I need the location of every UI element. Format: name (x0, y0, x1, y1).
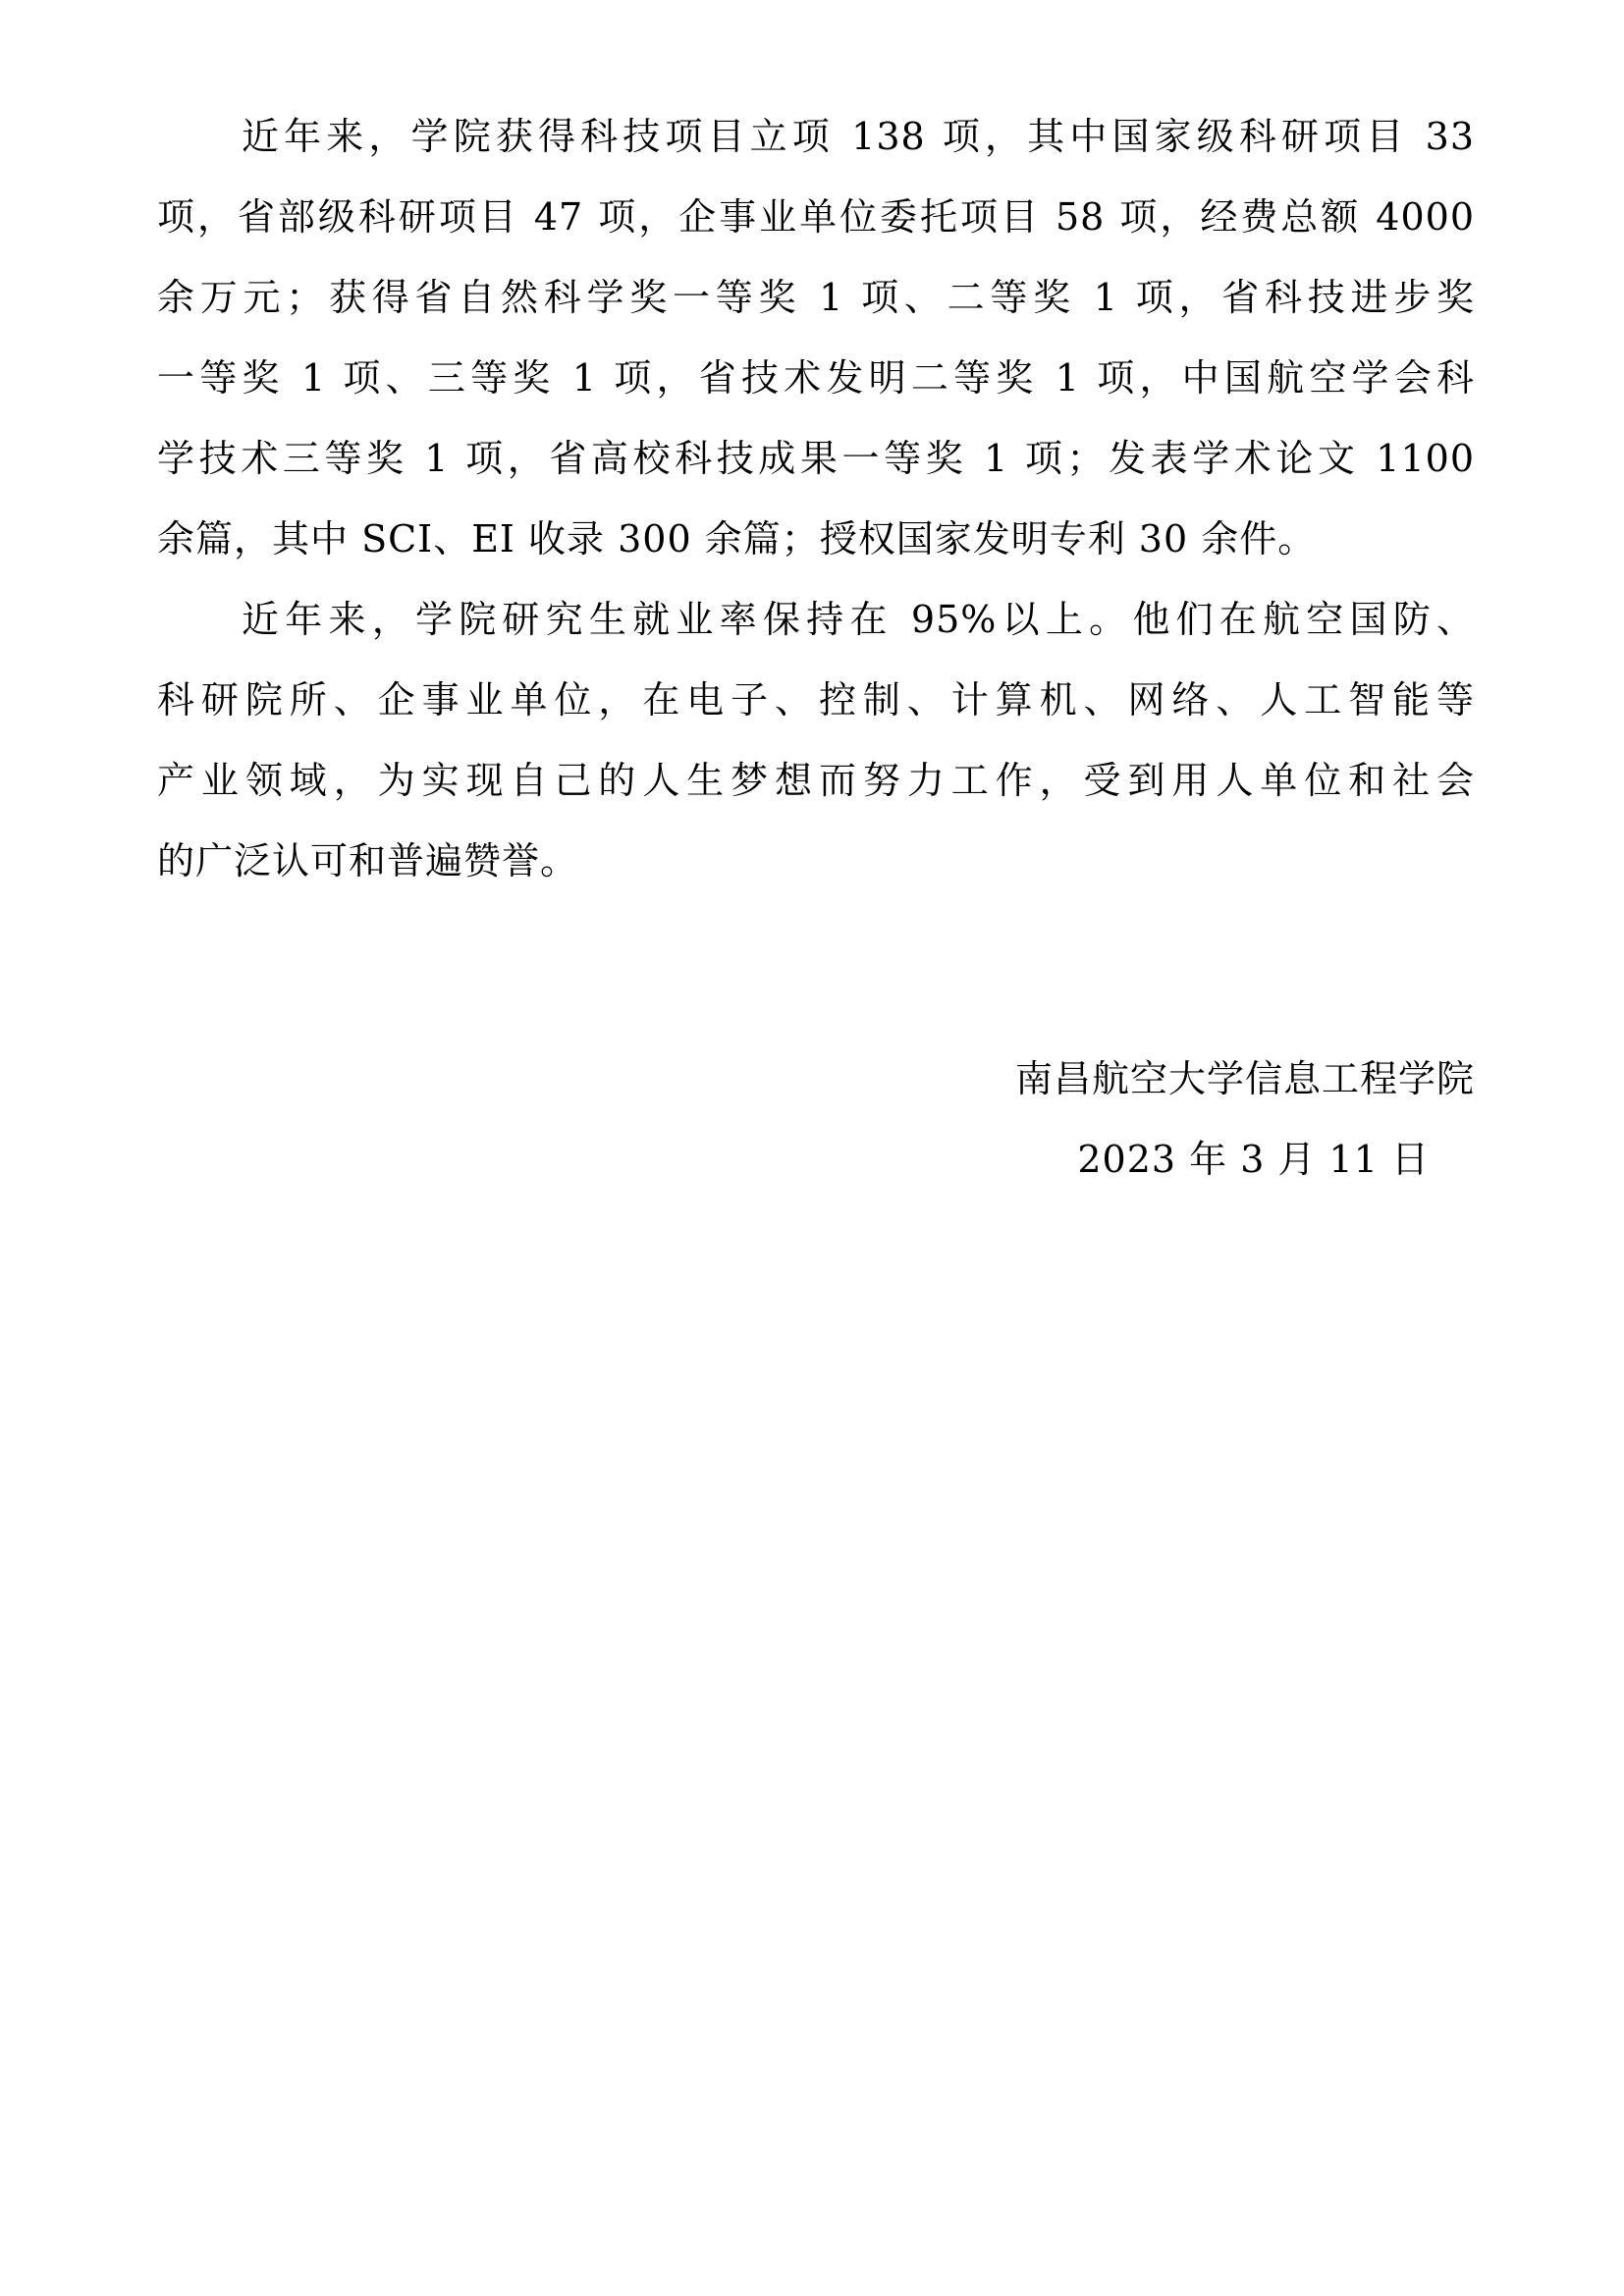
paragraph-1-line-3: 余万元；获得省自然科学奖一等奖 1 项、二等奖 1 项，省科技进步奖 (157, 276, 1475, 319)
paragraph-1-line-2: 项，省部级科研项目 47 项，企事业单位委托项目 58 项，经费总额 4000 (157, 195, 1475, 239)
paragraph-1-line-4: 一等奖 1 项、三等奖 1 项，省技术发明二等奖 1 项，中国航空学会科 (157, 356, 1475, 400)
paragraph-2-line-1: 近年来，学院研究生就业率保持在 95%以上。他们在航空国防、 (242, 598, 1475, 641)
paragraph-2-line-3: 产业领域，为实现自己的人生梦想而努力工作，受到用人单位和社会 (157, 759, 1475, 802)
paragraph-1-line-1: 近年来，学院获得科技项目立项 138 项，其中国家级科研项目 33 (242, 115, 1475, 158)
signature-organization: 南昌航空大学信息工程学院 (1014, 1057, 1475, 1100)
paragraph-1-line-5: 学技术三等奖 1 项，省高校科技成果一等奖 1 项；发表学术论文 1100 (157, 437, 1475, 480)
document-body (157, 96, 1475, 901)
paragraph-2-line-2: 科研院所、企事业单位，在电子、控制、计算机、网络、人工智能等 (157, 678, 1475, 721)
paragraph-2-line-4: 的广泛认可和普遍赞誉。 (157, 839, 579, 882)
paragraph-1-line-6: 余篇，其中 SCI、EI 收录 300 余篇；授权国家发明专利 30 余件。 (157, 517, 1317, 561)
signature-block (1015, 1039, 1475, 1200)
signature-date: 2023 年 3 月 11 日 (1077, 1138, 1430, 1181)
